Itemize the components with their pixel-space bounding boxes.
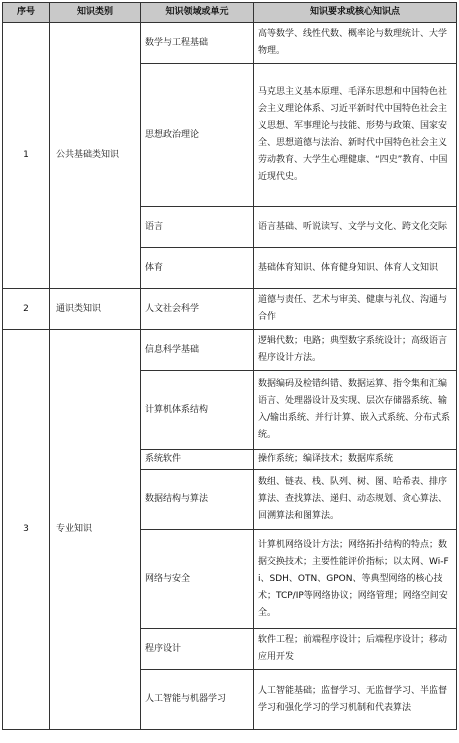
content-cell: 软件工程；前端程序设计；后端程序设计；移动应用开发 — [254, 629, 457, 670]
field-cell: 体育 — [141, 248, 254, 289]
table-row — [3, 330, 457, 371]
knowledge-table — [2, 2, 457, 730]
content-cell: 高等数学、线性代数、概率论与数理统计、大学物理。 — [254, 23, 457, 64]
field-cell: 人文社会科学 — [141, 289, 254, 330]
content-cell: 操作系统；编译技术；数据库系统 — [254, 450, 457, 470]
field-cell: 语言 — [141, 207, 254, 248]
group-index-cell: 3 — [3, 330, 50, 730]
table-header-row — [3, 3, 457, 23]
field-cell: 数据结构与算法 — [141, 470, 254, 530]
content-cell: 道德与责任、艺术与审美、健康与礼仪、沟通与合作 — [254, 289, 457, 330]
group-category-cell: 通识类知识 — [50, 289, 141, 330]
group-category-cell: 公共基础类知识 — [50, 23, 141, 289]
content-cell: 语言基础、听说读写、文学与文化、跨文化交际 — [254, 207, 457, 248]
field-cell: 程序设计 — [141, 629, 254, 670]
header-content: 知识要求或核心知识点 — [254, 3, 457, 23]
group-index-cell: 2 — [3, 289, 50, 330]
content-cell: 数组、链表、栈、队列、树、图、哈希表、排序算法、查找算法、递归、动态规划、贪心算法、回溯算法和图算法。 — [254, 470, 457, 530]
content-cell: 数据编码及检错纠错、数据运算、指令集和汇编语言、处理器设计及实现、层次存储器系统、输入/输出系统、并行计算、嵌入式系统、分布式系统。 — [254, 371, 457, 450]
field-cell: 网络与安全 — [141, 530, 254, 629]
content-cell: 计算机网络设计方法；网络拓扑结构的特点；数据交换技术；主要性能评价指标；以太网、Wi-Fi、SDH、OTN、GPON、等典型网络的核心技术；TCP/IP等网络协议；网络管理；网络空间安全。 — [254, 530, 457, 629]
header-field: 知识领域或单元 — [141, 3, 254, 23]
header-index: 序号 — [3, 3, 50, 23]
content-cell: 马克思主义基本原理、毛泽东思想和中国特色社会主义理论体系、习近平新时代中国特色社会主义思想、军事理论与技能、形势与政策、国家安全、思想道德与法治、新时代中国特色社会主义劳动教育、大学生心理健康、“四史”教育、中国近现代史。 — [254, 64, 457, 207]
table-row — [3, 23, 457, 64]
table-row — [3, 289, 457, 330]
content-cell: 基础体育知识、体育健身知识、体育人文知识 — [254, 248, 457, 289]
group-index-cell: 1 — [3, 23, 50, 289]
field-cell: 人工智能与机器学习 — [141, 670, 254, 730]
field-cell: 系统软件 — [141, 450, 254, 470]
content-cell: 逻辑代数；电路；典型数字系统设计；高级语言程序设计方法。 — [254, 330, 457, 371]
content-cell: 人工智能基础；监督学习、无监督学习、半监督学习和强化学习的学习机制和代表算法 — [254, 670, 457, 730]
field-cell: 思想政治理论 — [141, 64, 254, 207]
field-cell: 信息科学基础 — [141, 330, 254, 371]
group-category-cell: 专业知识 — [50, 330, 141, 730]
field-cell: 数学与工程基础 — [141, 23, 254, 64]
header-category: 知识类别 — [50, 3, 141, 23]
field-cell: 计算机体系结构 — [141, 371, 254, 450]
